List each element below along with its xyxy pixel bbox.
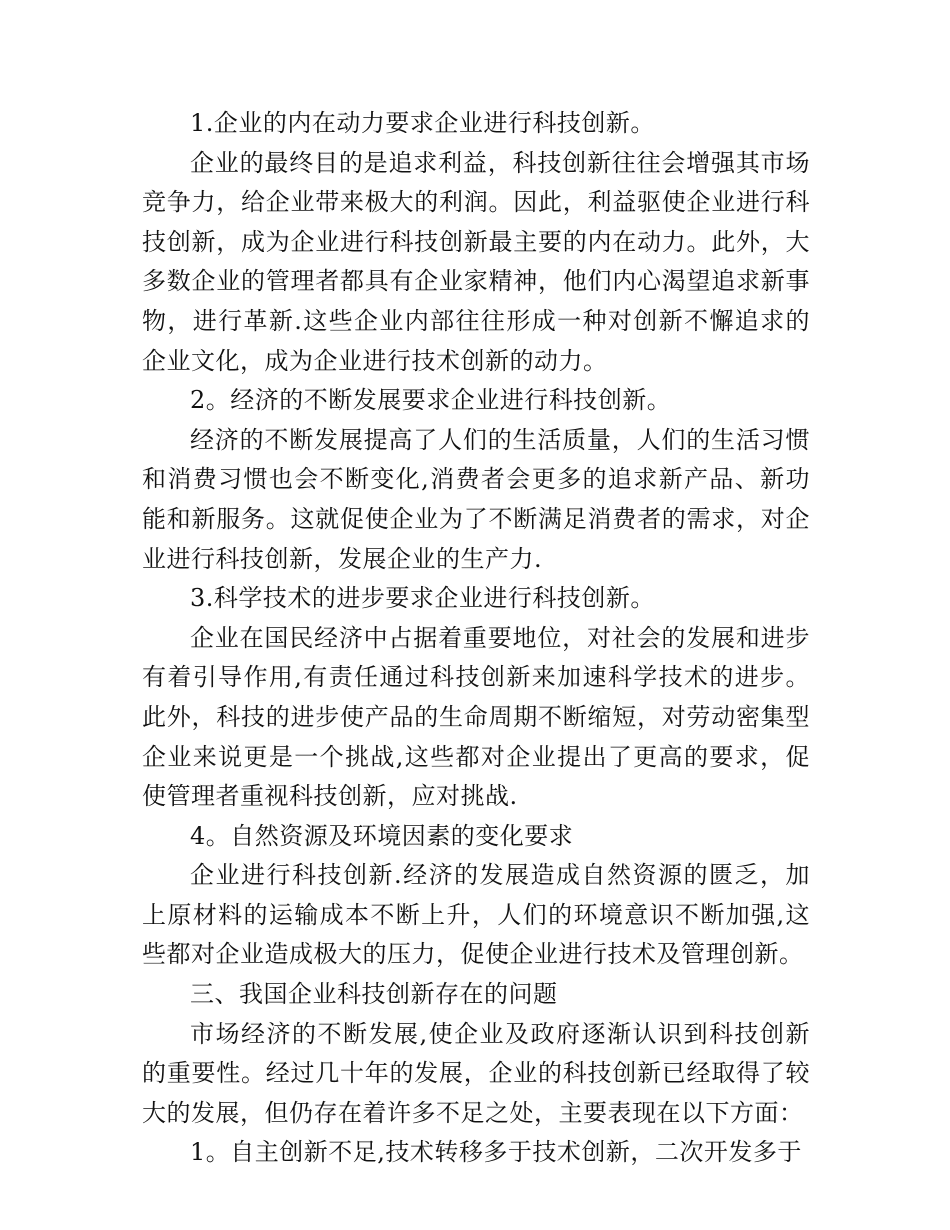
body-paragraph-4: 企业进行科技创新.经济的发展造成自然资源的匮乏，加上原材料的运输成本不断上升，人们的环境意识不断加强,这些都对企业造成极大的压力，促使企业进行技术及管理创新。: [142, 861, 810, 969]
subheading-1: 1.企业的内在动力要求企业进行科技创新。: [190, 109, 655, 137]
body-paragraph-1: 企业的最终目的是追求利益，科技创新往往会增强其市场竞争力，给企业带来极大的利润。因此，利益驱使企业进行科技创新，成为企业进行科技创新最主要的内在动力。此外，大多数企业的管理者都具有企业家精神，他们内心渴望追求新事物，进行革新.这些企业内部往往形成一种对创新不懈追求的企业文化，成为企业进行技术创新的动力。: [142, 148, 810, 375]
body-paragraph-3: 企业在国民经济中占据着重要地位，对社会的发展和进步有着引导作用,有责任通过科技创新来加速科学技术的进步。此外，科技的进步使产品的生命周期不断缩短，对劳动密集型企业来说更是一个挑战,这些都对企业提出了更高的要求，促使管理者重视科技创新，应对挑战.: [142, 623, 810, 811]
body-paragraph-2: 经济的不断发展提高了人们的生活质量，人们的生活习惯和消费习惯也会不断变化,消费者会更多的追求新产品、新功能和新服务。这就促使企业为了不断满足消费者的需求，对企业进行科技创新，发展企业的生产力.: [142, 425, 810, 573]
section-heading-3: 三、我国企业科技创新存在的问题: [190, 980, 558, 1009]
document-body: [142, 104, 810, 1173]
body-paragraph-5: 市场经济的不断发展,使企业及政府逐渐认识到科技创新的重要性。经过几十年的发展，企业的科技创新已经取得了较大的发展，但仍存在着许多不足之处，主要表现在以下方面：: [142, 1019, 810, 1127]
subheading-3: 3.科学技术的进步要求企业进行科技创新。: [190, 584, 655, 613]
subheading-2: 2。经济的不断发展要求企业进行科技创新。: [190, 386, 672, 415]
subheading-5: 1。自主创新不足,技术转移多于技术创新，二次开发多于: [190, 1138, 802, 1167]
subheading-4: 4。自然资源及环境因素的变化要求: [190, 821, 574, 850]
